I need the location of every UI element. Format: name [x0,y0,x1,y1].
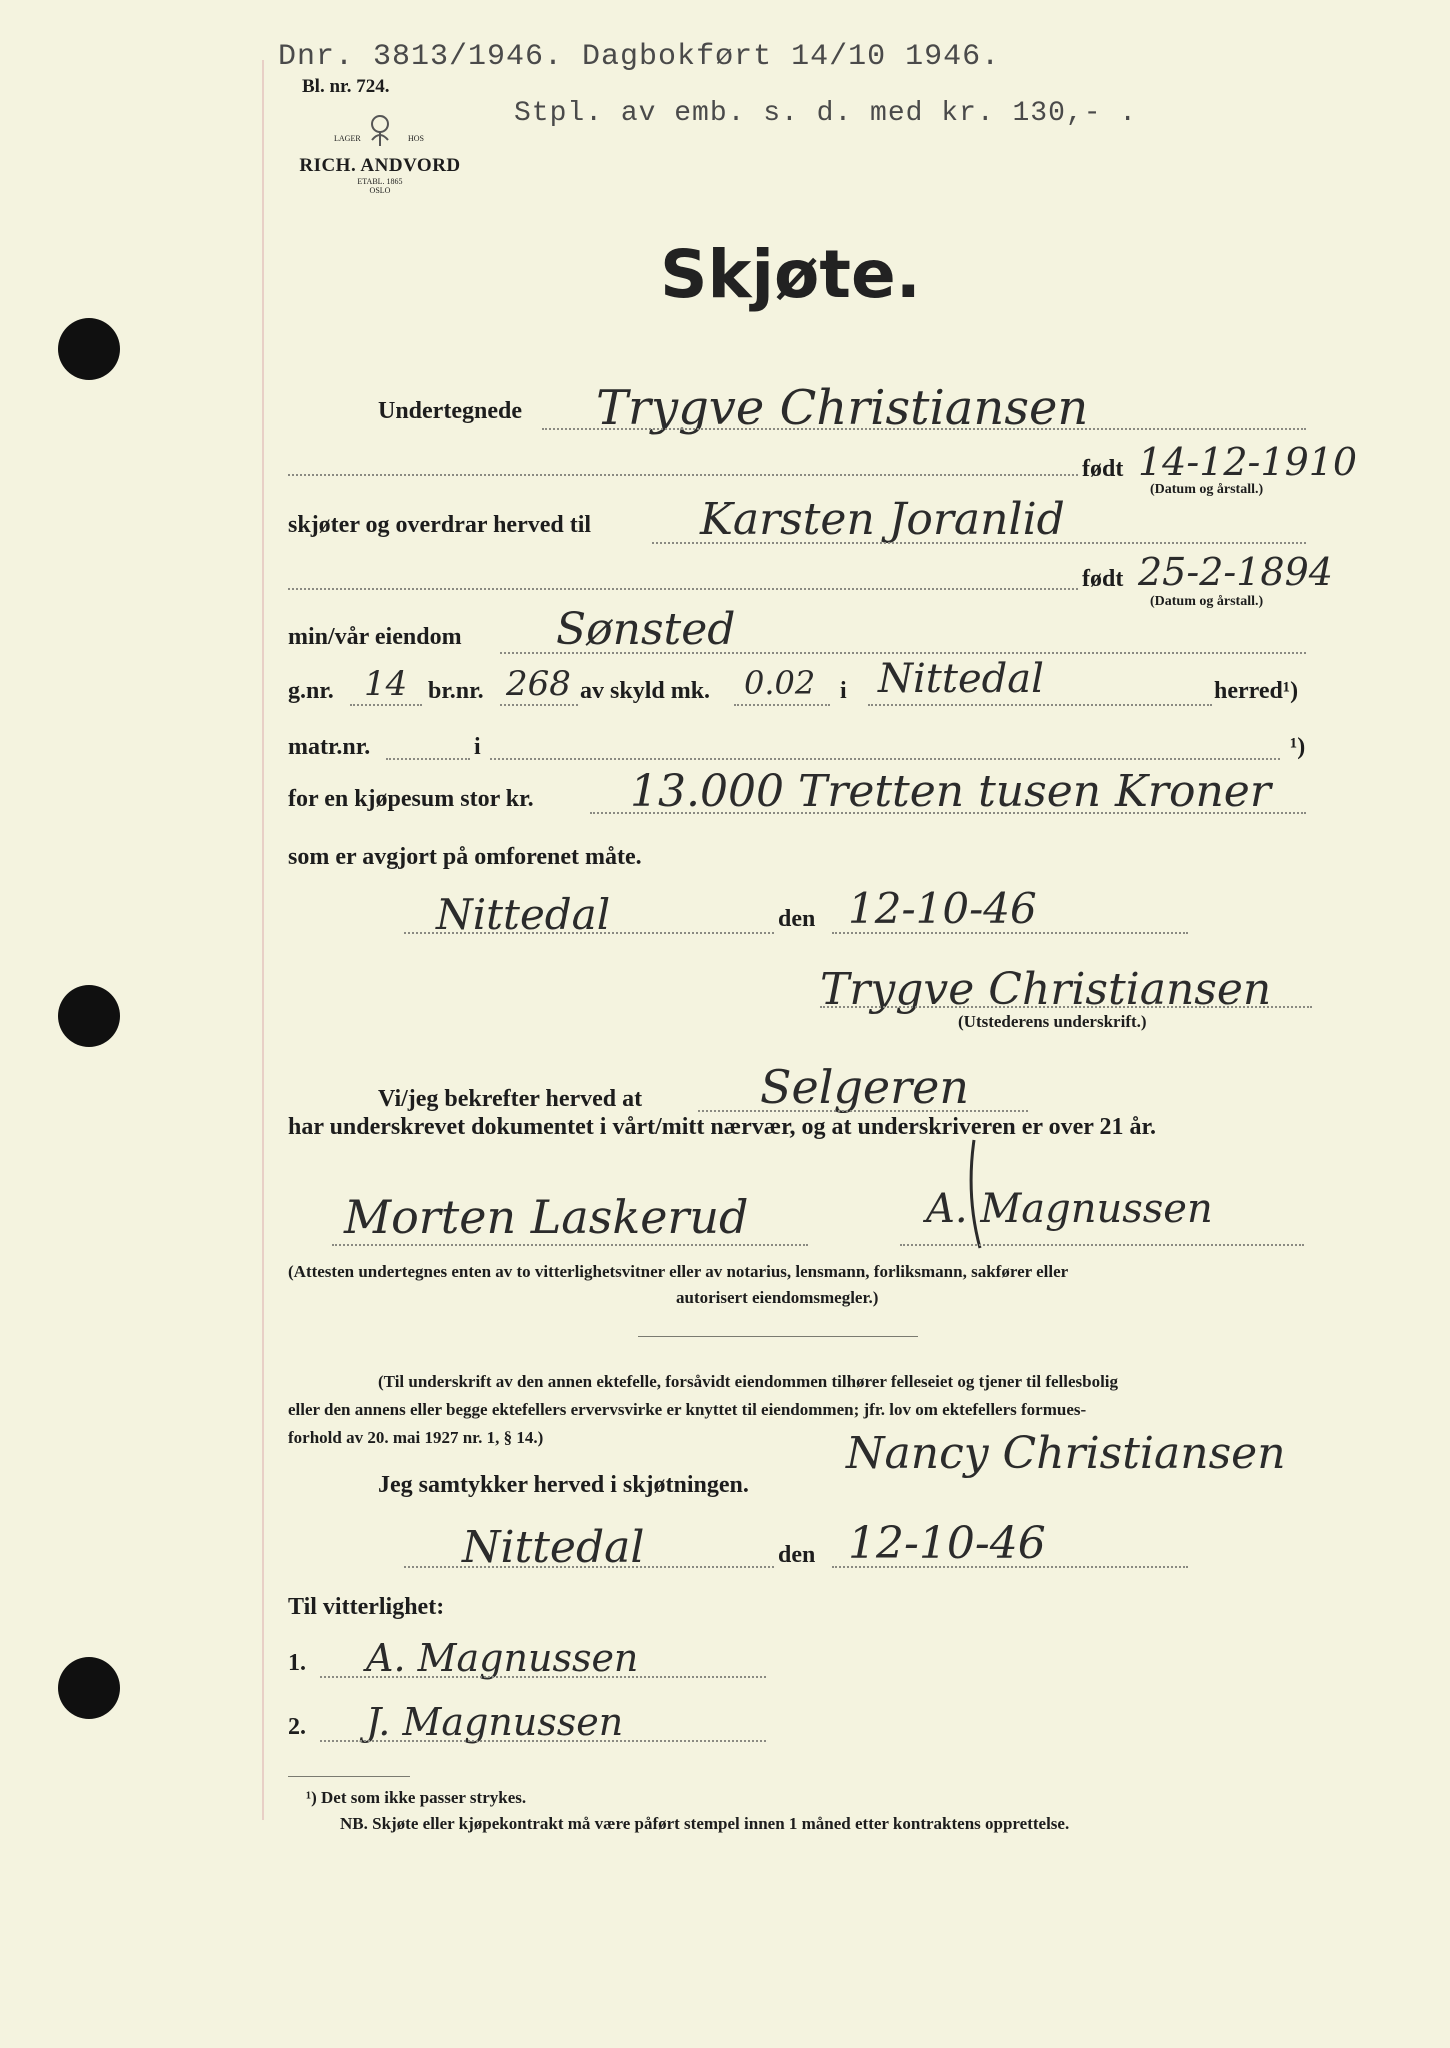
place2-value: Nittedal [462,1522,645,1573]
publisher-established: ETABL. 1865 [357,177,403,186]
label-samtykker: Jeg samtykker herved i skjøtningen. [378,1472,749,1498]
publisher-lager: LAGER [334,134,361,143]
skyld-value: 0.02 [744,664,816,702]
brnr-value: 268 [506,664,571,704]
gnr-value: 14 [364,664,408,704]
witness1-signature: A. Magnussen [366,1636,639,1680]
label-matr-i: i [474,734,481,760]
publisher-city: OSLO [369,186,391,195]
stamp-note: Stpl. av emb. s. d. med kr. 130,- . [514,98,1138,129]
date2-value: 12-10-46 [848,1518,1046,1569]
date-value: 12-10-46 [848,884,1037,933]
label-w1: 1. [288,1650,306,1676]
attest-subject: Selgeren [760,1060,969,1114]
label-underskrevet: har underskrevet dokumentet i vårt/mitt nærvær, og at underskriveren er over 21 år. [288,1114,1156,1140]
spouse-signature: Nancy Christiansen [846,1428,1286,1479]
form-number: Bl. nr. 724. [302,76,390,97]
margin-line [262,60,264,1820]
label-matr-note: ¹) [1290,734,1306,760]
publisher-name: RICH. ANDVORD [299,155,461,176]
attest-note-2: autorisert eiendomsmegler.) [676,1288,879,1307]
publisher-mark [290,110,470,195]
label-vitterlighet: Til vitterlighet: [288,1594,445,1620]
witness-b-signature: A. Magnussen [926,1186,1213,1232]
label-den: den [778,906,816,932]
document-title: Skjøte. [660,236,921,313]
label-eiendom: min/vår eiendom [288,624,462,650]
publisher-hos: HOS [408,134,425,143]
journal-stamp: Dnr. 3813/1946. Dagbokført 14/10 1946. [278,40,1001,74]
label-brnr: br.nr. [428,678,484,704]
label-bekrefter: Vi/jeg bekrefter herved at [378,1086,643,1112]
label-fodt-buyer: født [1082,566,1124,592]
datum-hint-seller: (Datum og årstall.) [1150,482,1264,497]
witness-a-signature: Morten Laskerud [344,1190,749,1244]
label-den2: den [778,1542,816,1568]
ektefelle-note-2: eller den annens eller begge ektefellers ervervsvirke er knyttet til eiendommen; jfr. lov om ektefellers formues- [288,1400,1087,1419]
footnote-2: NB. Skjøte eller kjøpekontrakt må være påført stempel innen 1 måned etter kontraktens opprettelse. [340,1814,1070,1833]
label-skyld: av skyld mk. [580,678,711,704]
label-herred: herred¹) [1214,678,1299,704]
price-value: 13.000 Tretten tusen Kroner [630,766,1271,817]
seller-signature: Trygve Christiansen [820,964,1272,1015]
witness2-signature: J. Magnussen [366,1700,624,1744]
footnote-1: ¹) Det som ikke passer strykes. [306,1788,527,1807]
punch-hole-top [58,318,120,380]
label-w2: 2. [288,1714,306,1740]
punch-hole-middle [58,985,120,1047]
seller-name: Trygve Christiansen [596,380,1089,436]
label-kjopesum: for en kjøpesum stor kr. [288,786,534,812]
property-name: Sønsted [556,604,736,655]
label-skjoter: skjøter og overdrar herved til [288,512,592,538]
publisher-logo-icon [360,110,400,150]
label-undertegnede: Undertegnede [378,398,522,424]
utsteder-hint: (Utstederens underskrift.) [958,1012,1147,1031]
buyer-born: 25-2-1894 [1138,550,1333,594]
label-fodt-seller: født [1082,456,1124,482]
punch-hole-bottom [58,1657,120,1719]
ektefelle-note-1: (Til underskrift av den annen ektefelle, forsåvidt eiendommen tilhører felleseiet og tjener til fellesbolig [378,1372,1119,1391]
label-gnr: g.nr. [288,678,334,704]
datum-hint-buyer: (Datum og årstall.) [1150,594,1264,609]
signature-flourish [946,1136,1006,1256]
buyer-name: Karsten Joranlid [700,494,1065,545]
herred-value: Nittedal [878,656,1044,702]
ektefelle-note-3: forhold av 20. mai 1927 nr. 1, § 14.) [288,1428,544,1447]
label-i: i [840,678,847,704]
attest-note-1: (Attesten undertegnes enten av to vitterlighetsvitner eller av notarius, lensmann, forliksmann, sakfører eller [288,1262,1069,1281]
label-matrnr: matr.nr. [288,734,371,760]
label-avgjort: som er avgjort på omforenet måte. [288,844,642,870]
place-value: Nittedal [436,890,611,939]
seller-born: 14-12-1910 [1138,440,1358,484]
